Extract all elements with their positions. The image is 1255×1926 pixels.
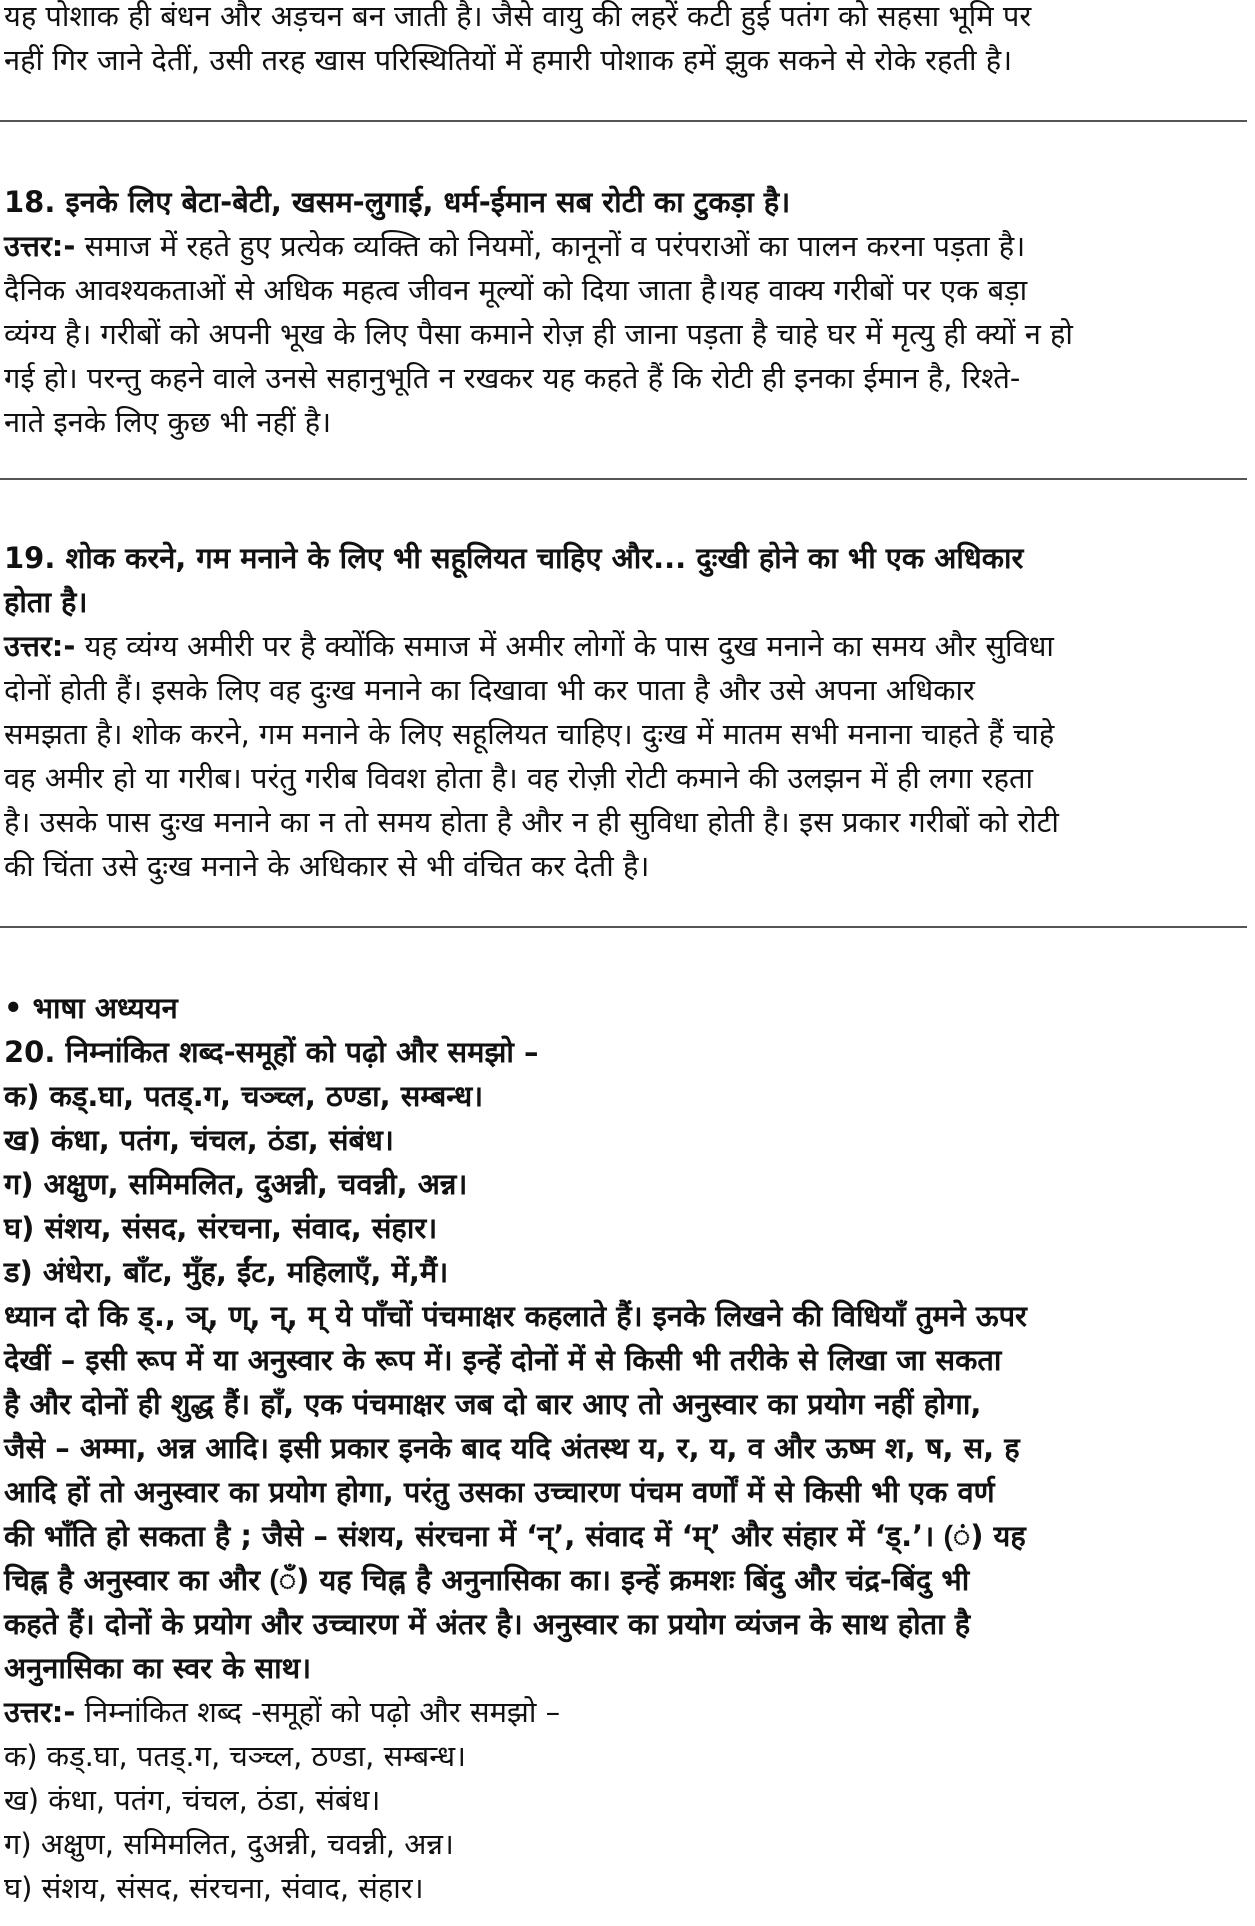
question-19-text: होता है। bbox=[4, 585, 88, 619]
question-19-text: 19. शोक करने, गम मनाने के लिए भी सहूलियत चाहिए और... दुःखी होने का भी एक अधिकार bbox=[4, 541, 1024, 575]
answer-20-line bbox=[4, 1690, 1247, 1734]
question-20-text: ड) अंधेरा, बाँट, मुँह, ईंट, महिलाएँ, में,मैं। bbox=[4, 1255, 449, 1289]
question-20-text: ध्यान दो कि ड्., ञ्, ण्, न्, म् ये पाँचों पंचमाक्षर कहलाते हैं। इनके लिखने की विधियाँ तुमने ऊपर bbox=[4, 1299, 1027, 1333]
question-18-text: 18. इनके लिए बेटा-बेटी, खसम-लुगाई, धर्म-ईमान सब रोटी का टुकड़ा है। bbox=[4, 185, 791, 219]
question-20-block bbox=[4, 986, 1247, 1910]
question-20-text: चिह्न है अनुस्वार का और (ँ) यह चिह्न है अनुनासिका का। इन्हें क्रमशः बिंदु और चंद्र-बिंदु भी bbox=[4, 1563, 970, 1597]
intro-line: यह पोशाक ही बंधन और अड़चन बन जाती है। जैसे वायु की लहरें कटी हुई पतंग को सहसा भूमि पर bbox=[4, 0, 1032, 33]
answer-20-line: ग) अक्षुण, समिमलित, दुअन्नी, चवन्नी, अन्न। bbox=[4, 1827, 454, 1861]
answer-20-line: ख) कंधा, पतंग, चंचल, ठंडा, संबंध। bbox=[4, 1783, 381, 1817]
intro-line: नहीं गिर जाने देतीं, उसी तरह खास परिस्थितियों में हमारी पोशाक हमें झुक सकने से रोके रहती है। bbox=[4, 43, 1013, 77]
question-20-text: क) कड्.घा, पतड्.ग, चञ्च्ल, ठण्डा, सम्बन्ध। bbox=[4, 1079, 484, 1113]
question-20-text: कहते हैं। दोनों के प्रयोग और उच्चारण में अंतर है। अनुस्वार का प्रयोग व्यंजन के साथ होता है bbox=[4, 1607, 971, 1641]
answer-19-line: दोनों होती हैं। इसके लिए वह दुःख मनाने का दिखावा भी कर पाता है और उसे अपना अधिकार bbox=[4, 673, 975, 707]
question-20-text: देखीं – इसी रूप में या अनुस्वार के रूप में। इन्हें दोनों में से किसी भी तरीके से लिखा जा सकता bbox=[4, 1343, 1002, 1377]
question-20-text: ख) कंधा, पतंग, चंचल, ठंडा, संबंध। bbox=[4, 1123, 394, 1157]
answer-19-line: है। उसके पास दुःख मनाने का न तो समय होता है और न ही सुविधा होती है। इस प्रकार गरीबों को रोटी bbox=[4, 805, 1059, 839]
question-20-text: जैसे – अम्मा, अन्न आदि। इसी प्रकार इनके बाद यदि अंतस्थ य, र, य, व और ऊष्म श, ष, स, ह bbox=[4, 1431, 1020, 1465]
section-divider bbox=[0, 120, 1247, 122]
question-20-text: ग) अक्षुण, समिमलित, दुअन्नी, चवन्नी, अन्न। bbox=[4, 1167, 468, 1201]
question-18-block bbox=[4, 180, 1247, 444]
answer-18-line: व्यंग्य है। गरीबों को अपनी भूख के लिए पैसा कमाने रोज़ ही जाना पड़ता है चाहे घर में मृत्यु ही क्यों न हो bbox=[4, 317, 1073, 351]
answer-20-line: घ) संशय, संसद, संरचना, संवाद, संहार। bbox=[4, 1871, 424, 1905]
answer-19-line bbox=[4, 624, 1247, 668]
answer-label: उत्तर:- bbox=[4, 1695, 76, 1729]
answer-label: उत्तर:- bbox=[4, 629, 76, 663]
question-20-text: घ) संशय, संसद, संरचना, संवाद, संहार। bbox=[4, 1211, 438, 1245]
answer-20-text: निम्नांकित शब्द -समूहों को पढ़ो और समझो – bbox=[75, 1695, 561, 1729]
answer-18-line bbox=[4, 224, 1247, 268]
answer-18-text: समाज में रहते हुए प्रत्येक व्यक्ति को नियमों, कानूनों व परंपराओं का पालन करना पड़ता है। bbox=[75, 229, 1026, 263]
answer-18-line: नाते इनके लिए कुछ भी नहीं है। bbox=[4, 405, 332, 439]
answer-19-line: वह अमीर हो या गरीब। परंतु गरीब विवश होता है। वह रोज़ी रोटी कमाने की उलझन में ही लगा रहता bbox=[4, 761, 1034, 795]
question-20-text: आदि हों तो अनुस्वार का प्रयोग होगा, परंतु उसका उच्चारण पंचम वर्णों में से किसी भी एक वर्ण bbox=[4, 1475, 995, 1509]
section-divider bbox=[0, 926, 1247, 928]
answer-19-line: समझता है। शोक करने, गम मनाने के लिए सहूलियत चाहिए। दुःख में मातम सभी मनाना चाहते हैं चाहे bbox=[4, 717, 1055, 751]
answer-label: उत्तर:- bbox=[4, 229, 76, 263]
answer-19-line: की चिंता उसे दुःख मनाने के अधिकार से भी वंचित कर देती है। bbox=[4, 849, 650, 883]
section-divider bbox=[0, 478, 1247, 480]
intro-paragraph bbox=[4, 0, 1247, 82]
question-20-text: है और दोनों ही शुद्ध हैं। हाँ, एक पंचमाक्षर जब दो बार आए तो अनुस्वार का प्रयोग नहीं होगा, bbox=[4, 1387, 982, 1421]
question-20-text: की भाँति हो सकता है ; जैसे – संशय, संरचना में ‘न्’, संवाद में ‘म्’ और संहार में ‘ड्.’। (ं) यह bbox=[4, 1519, 1026, 1553]
answer-19-text: यह व्यंग्य अमीरी पर है क्योंकि समाज में अमीर लोगों के पास दुख मनाने का समय और सुविधा bbox=[75, 629, 1054, 663]
section-heading: • भाषा अध्ययन bbox=[4, 991, 178, 1025]
question-20-text: अनुनासिका का स्वर के साथ। bbox=[4, 1651, 312, 1685]
answer-20-line: क) कड्.घा, पतड्.ग, चञ्च्ल, ठण्डा, सम्बन्ध। bbox=[4, 1739, 467, 1773]
question-20-text: 20. निम्नांकित शब्द-समूहों को पढ़ो और समझो – bbox=[4, 1035, 539, 1069]
answer-18-line: गई हो। परन्तु कहने वाले उनसे सहानुभूति न रखकर यह कहते हैं कि रोटी ही इनका ईमान है, रिश्ते- bbox=[4, 361, 1021, 395]
question-19-block bbox=[4, 536, 1247, 888]
answer-18-line: दैनिक आवश्यकताओं से अधिक महत्व जीवन मूल्यों को दिया जाता है।यह वाक्य गरीबों पर एक बड़ा bbox=[4, 273, 1028, 307]
